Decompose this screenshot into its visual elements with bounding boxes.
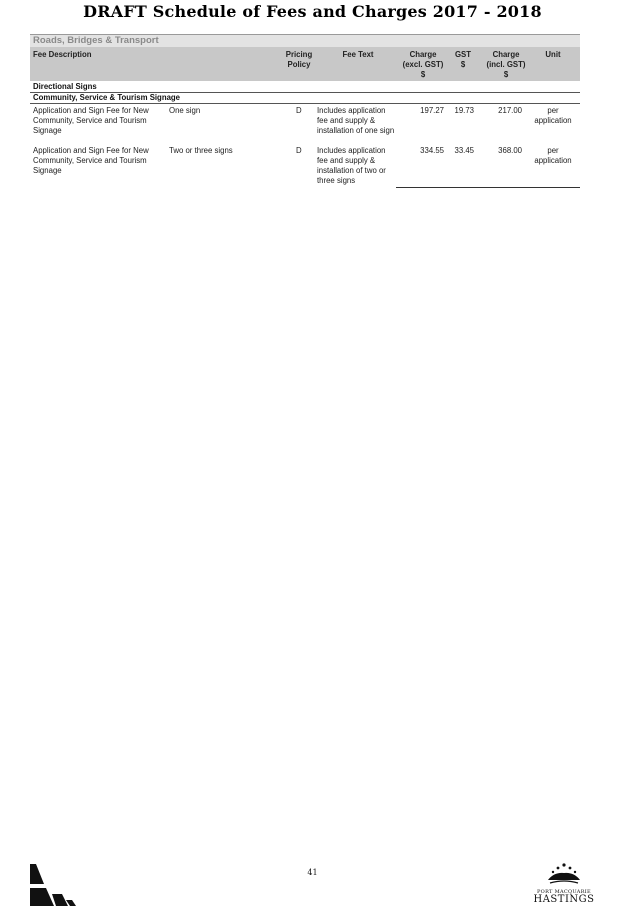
table-row: [30, 104, 580, 144]
row-description-line: Community, Service and Tourism: [33, 156, 147, 165]
row-fee-text-line: installation of one sign: [317, 126, 395, 135]
row-unit: [528, 146, 578, 166]
row-charge-incl: 217.00: [498, 106, 522, 115]
row-fee-text: [317, 146, 386, 186]
row-description-line: Signage: [33, 166, 62, 175]
header-pricing-policy-line2: Policy: [287, 60, 311, 69]
document-title: DRAFT Schedule of Fees and Charges 2017 - 2018: [83, 2, 542, 21]
row-fee-text-line: fee and supply &: [317, 156, 376, 165]
row-fee-text-line: fee and supply &: [317, 116, 376, 125]
category-directional-signs: Directional Signs: [30, 82, 580, 93]
row-gst: 19.73: [454, 106, 474, 115]
row-fee-text-line: Includes application: [317, 106, 386, 115]
row-unit-line: per: [547, 146, 559, 155]
row-fee-text-line: Includes application: [317, 146, 386, 155]
header-charge-excl-line1: Charge: [409, 50, 437, 59]
category-community-signage: Community, Service & Tourism Signage: [30, 93, 580, 104]
page-number: 41: [307, 868, 318, 877]
header-pricing-policy-line1: Pricing: [285, 50, 313, 59]
row-detail: One sign: [169, 106, 201, 115]
header-charge-excl: [398, 50, 448, 80]
row-description: [33, 106, 149, 136]
header-charge-incl-line1: Charge: [492, 50, 520, 59]
logo-text-line1: PORT MACQUARIE: [537, 889, 591, 895]
header-gst-line1: GST: [454, 50, 472, 59]
row-fee-text-line: installation of two or: [317, 166, 386, 175]
row-description: [33, 146, 149, 176]
header-pricing-policy: [282, 50, 316, 70]
row-gst: 33.45: [454, 146, 474, 155]
row-description-line: Signage: [33, 126, 62, 135]
header-gst: [452, 50, 474, 70]
header-gst-line2: $: [460, 60, 466, 69]
row-description-line: Application and Sign Fee for New: [33, 146, 149, 155]
row-unit-line: application: [534, 116, 572, 125]
header-fee-text: Fee Text: [342, 50, 374, 59]
row-charge-excl: 197.27: [420, 106, 444, 115]
row-detail: Two or three signs: [169, 146, 233, 155]
row-pricing-policy: D: [296, 146, 302, 155]
row-description-line: Community, Service and Tourism: [33, 116, 147, 125]
header-charge-incl-line2: (incl. GST): [486, 60, 526, 69]
header-charge-incl: [481, 50, 531, 80]
row-bottom-rule: [396, 187, 580, 188]
table-row: [30, 144, 580, 188]
table-header-row: [30, 47, 580, 81]
header-charge-excl-line2: (excl. GST): [402, 60, 444, 69]
row-fee-text-line: three signs: [317, 176, 356, 185]
fees-table: [30, 34, 580, 188]
row-fee-text: [317, 106, 394, 136]
row-description-line: Application and Sign Fee for New: [33, 106, 149, 115]
row-unit: [528, 106, 578, 126]
row-unit-line: per: [547, 106, 559, 115]
row-pricing-policy: D: [296, 106, 302, 115]
row-charge-excl: 334.55: [420, 146, 444, 155]
header-charge-incl-line3: $: [503, 70, 509, 79]
row-charge-incl: 368.00: [498, 146, 522, 155]
header-fee-description: Fee Description: [33, 50, 92, 59]
logo-emblem-icon: [544, 862, 584, 884]
header-unit: Unit: [545, 50, 561, 59]
row-unit-line: application: [534, 156, 572, 165]
logo-text-line2: HASTINGS: [533, 894, 595, 905]
header-charge-excl-line3: $: [420, 70, 426, 79]
council-logo: [531, 862, 597, 905]
section-header: Roads, Bridges & Transport: [30, 34, 580, 47]
